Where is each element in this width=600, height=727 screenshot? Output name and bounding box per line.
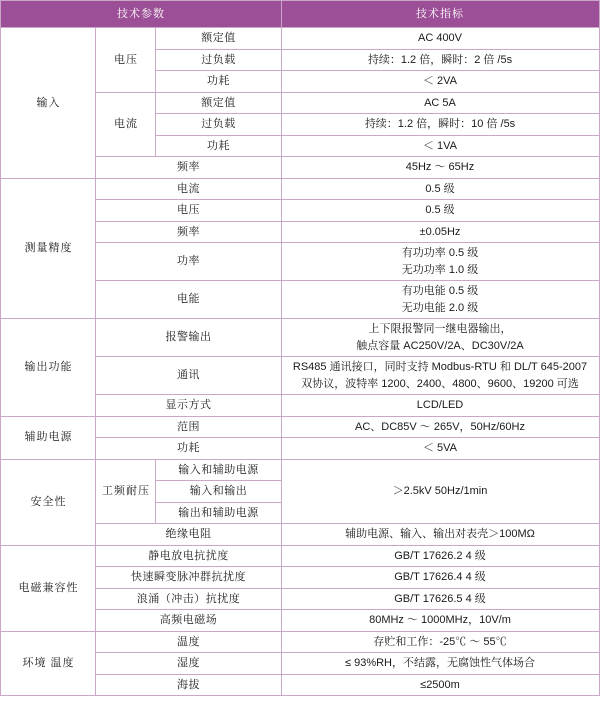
item-label: 静电放电抗扰度 [96, 545, 281, 567]
table-row [1, 545, 599, 567]
item-label: 额定值 [156, 28, 281, 50]
item-value [281, 319, 599, 357]
item-value: 0.5 级 [281, 178, 599, 200]
item-value [281, 357, 599, 395]
item-label: 浪涌（冲击）抗扰度 [96, 588, 281, 610]
subcategory-withstand-voltage: 工频耐压 [96, 459, 156, 524]
item-value: GB/T 17626.4 4 级 [281, 567, 599, 589]
table-row [1, 319, 599, 357]
item-label: 输入和辅助电源 [156, 459, 281, 481]
category-line-1: 环境 [22, 657, 47, 669]
table-body [1, 28, 599, 696]
item-label: 电流 [96, 178, 281, 200]
item-value: GB/T 17626.2 4 级 [281, 545, 599, 567]
item-value: ＜ 5VA [281, 438, 599, 460]
item-value: 0.5 级 [281, 200, 599, 222]
item-value [281, 281, 599, 319]
item-label: 通讯 [96, 357, 281, 395]
category-aux-power: 辅助电源 [1, 416, 96, 459]
item-label: 频率 [96, 157, 281, 179]
item-label: 高频电磁场 [96, 610, 281, 632]
item-value: ＞2.5kV 50Hz/1min [281, 459, 599, 524]
item-value: ≤2500m [281, 674, 599, 696]
table-row [1, 631, 599, 653]
value-line-2: 双协议，波特率 1200、2400、4800、9600、19200 可选 [301, 377, 579, 390]
item-value: 持续：1.2 倍，瞬时：10 倍 /5s [281, 114, 599, 136]
item-value: 45Hz ～ 65Hz [281, 157, 599, 179]
category-input: 输入 [1, 28, 96, 179]
table-row [1, 28, 599, 50]
value-line-1: 有功电能 0.5 级 [401, 285, 479, 297]
category-safety: 安全性 [1, 459, 96, 545]
item-label: 温度 [96, 631, 281, 653]
item-label: 快速瞬变脉冲群抗扰度 [96, 567, 281, 589]
item-label: 功耗 [96, 438, 281, 460]
table-row [1, 459, 599, 481]
item-label: 功耗 [156, 135, 281, 157]
item-value: AC 400V [281, 28, 599, 50]
item-label: 过负载 [156, 114, 281, 136]
value-line-1: RS485 通讯接口，同时支持 Modbus-RTU 和 DL/T 645-2007 [292, 361, 588, 373]
item-label: 绝缘电阻 [96, 524, 281, 546]
item-value: 辅助电源、输入、输出对表壳＞100MΩ [281, 524, 599, 546]
value-line-2: 无功功率 1.0 级 [401, 263, 479, 276]
item-label: 频率 [96, 221, 281, 243]
item-label: 报警输出 [96, 319, 281, 357]
subcategory-voltage: 电压 [96, 28, 156, 93]
table-header-row [1, 1, 599, 28]
value-line-2: 无功电能 2.0 级 [401, 301, 479, 314]
item-label: 过负载 [156, 49, 281, 71]
item-value: AC 5A [281, 92, 599, 114]
category-line-2: 温度 [50, 657, 75, 669]
header-cell-parameters: 技术参数 [1, 1, 281, 28]
category-emc: 电磁兼容性 [1, 545, 96, 631]
item-value: LCD/LED [281, 395, 599, 417]
item-value: ＜ 1VA [281, 135, 599, 157]
category-output: 输出功能 [1, 319, 96, 417]
value-line-1: 有功功率 0.5 级 [401, 247, 479, 259]
item-value: ±0.05Hz [281, 221, 599, 243]
value-line-1: 上下限报警同一继电器输出， [368, 323, 512, 335]
item-label: 显示方式 [96, 395, 281, 417]
item-value [281, 243, 599, 281]
item-label: 电能 [96, 281, 281, 319]
table-header [1, 1, 599, 28]
item-label: 电压 [96, 200, 281, 222]
item-label: 湿度 [96, 653, 281, 675]
item-label: 输出和辅助电源 [156, 502, 281, 524]
table-row [1, 178, 599, 200]
item-value: GB/T 17626.5 4 级 [281, 588, 599, 610]
item-label: 额定值 [156, 92, 281, 114]
item-label: 范围 [96, 416, 281, 438]
item-value: 80MHz ～ 1000MHz，10V/m [281, 610, 599, 632]
item-label: 输入和输出 [156, 481, 281, 503]
category-accuracy: 测量精度 [1, 178, 96, 319]
header-cell-specifications: 技术指标 [281, 1, 599, 28]
table-row [1, 416, 599, 438]
item-value: AC、DC85V ～ 265V，50Hz/60Hz [281, 416, 599, 438]
category-environment [1, 631, 96, 696]
subcategory-current: 电流 [96, 92, 156, 157]
value-line-2: 触点容量 AC250V/2A、DC30V/2A [356, 339, 524, 352]
item-value: ≤ 93%RH，不结露，无腐蚀性气体场合 [281, 653, 599, 675]
item-value: ＜ 2VA [281, 71, 599, 93]
item-value: 持续：1.2 倍，瞬时：2 倍 /5s [281, 49, 599, 71]
item-label: 功耗 [156, 71, 281, 93]
item-label: 功率 [96, 243, 281, 281]
item-value: 存贮和工作：-25℃ ～ 55℃ [281, 631, 599, 653]
item-label: 海拔 [96, 674, 281, 696]
